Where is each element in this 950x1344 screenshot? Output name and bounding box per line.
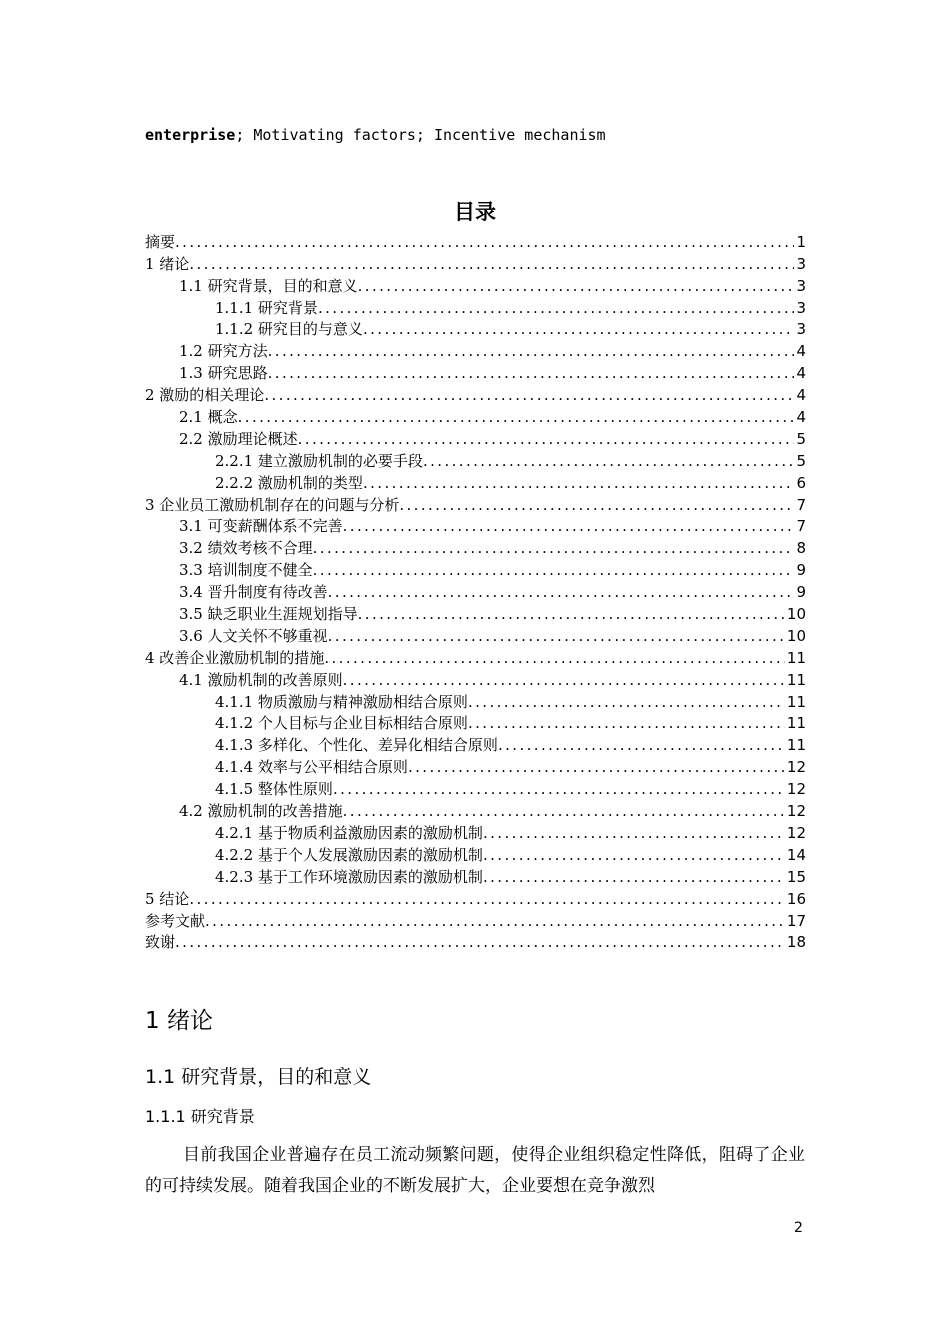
toc-entry-label: 1.1.2 研究目的与意义 bbox=[215, 320, 363, 339]
chapter-heading: 1 绪论 bbox=[145, 1008, 213, 1034]
toc-entry[interactable] bbox=[145, 843, 806, 865]
toc-entry-page: 1 bbox=[796, 232, 806, 251]
toc-leader-dots bbox=[205, 912, 785, 931]
table-of-contents bbox=[145, 230, 806, 952]
toc-entry[interactable] bbox=[145, 471, 806, 493]
toc-entry-page: 4 bbox=[796, 342, 806, 361]
toc-entry-label: 4 改善企业激励机制的措施 bbox=[145, 648, 325, 667]
subsection-heading: 1.1.1 研究背景 bbox=[145, 1107, 255, 1126]
toc-entry-label: 2.2.1 建立激励机制的必要手段 bbox=[215, 451, 423, 470]
toc-entry-label: 5 结论 bbox=[145, 889, 190, 908]
toc-entry[interactable] bbox=[145, 887, 806, 909]
toc-entry[interactable] bbox=[145, 602, 806, 624]
toc-entry-label: 4.1.5 整体性原则 bbox=[215, 780, 333, 799]
toc-entry-page: 4 bbox=[796, 386, 806, 405]
toc-entry-page: 14 bbox=[786, 845, 806, 864]
toc-entry-label: 4.2.2 基于个人发展激励因素的激励机制 bbox=[215, 845, 483, 864]
toc-entry-label: 参考文献 bbox=[145, 911, 206, 930]
toc-entry-page: 8 bbox=[796, 539, 806, 558]
toc-entry[interactable] bbox=[145, 799, 806, 821]
toc-entry-label: 1 绪论 bbox=[145, 254, 190, 273]
toc-entry-page: 17 bbox=[786, 911, 806, 930]
toc-entry[interactable] bbox=[145, 339, 806, 361]
toc-entry-page: 10 bbox=[786, 605, 806, 624]
toc-entry[interactable] bbox=[145, 405, 806, 427]
toc-entry-label: 3.2 绩效考核不合理 bbox=[179, 539, 313, 558]
toc-entry-label: 4.1.3 多样化、个性化、差异化相结合原则 bbox=[215, 736, 498, 755]
toc-leader-dots bbox=[268, 364, 795, 383]
toc-entry-label: 3.5 缺乏职业生涯规划指导 bbox=[179, 605, 358, 624]
toc-leader-dots bbox=[189, 890, 785, 909]
toc-leader-dots bbox=[408, 758, 785, 777]
toc-entry[interactable] bbox=[145, 427, 806, 449]
toc-entry-label: 2 激励的相关理论 bbox=[145, 386, 265, 405]
toc-leader-dots bbox=[483, 846, 785, 865]
toc-entry[interactable] bbox=[145, 755, 806, 777]
toc-entry-page: 11 bbox=[786, 648, 806, 667]
toc-leader-dots bbox=[238, 408, 795, 427]
toc-entry[interactable] bbox=[145, 777, 806, 799]
toc-leader-dots bbox=[468, 693, 785, 712]
toc-entry[interactable] bbox=[145, 296, 806, 318]
toc-leader-dots bbox=[175, 233, 794, 252]
toc-entry-page: 5 bbox=[796, 451, 806, 470]
toc-leader-dots bbox=[175, 933, 785, 952]
toc-leader-dots bbox=[189, 255, 794, 274]
toc-entry-page: 6 bbox=[796, 473, 806, 492]
toc-entry-page: 16 bbox=[786, 889, 806, 908]
toc-entry-page: 7 bbox=[796, 517, 806, 536]
toc-entry-page: 3 bbox=[796, 276, 806, 295]
toc-leader-dots bbox=[498, 736, 785, 755]
toc-entry[interactable] bbox=[145, 318, 806, 340]
toc-leader-dots bbox=[358, 605, 785, 624]
toc-entry-page: 11 bbox=[786, 714, 806, 733]
toc-entry-label: 3.6 人文关怀不够重视 bbox=[179, 626, 328, 645]
toc-entry-page: 9 bbox=[796, 561, 806, 580]
toc-entry-label: 3.3 培训制度不健全 bbox=[179, 561, 313, 580]
toc-entry[interactable] bbox=[145, 646, 806, 668]
toc-entry[interactable] bbox=[145, 931, 806, 953]
toc-leader-dots bbox=[483, 868, 785, 887]
toc-entry[interactable] bbox=[145, 668, 806, 690]
toc-entry-label: 4.1.4 效率与公平相结合原则 bbox=[215, 758, 408, 777]
toc-entry[interactable] bbox=[145, 230, 806, 252]
toc-entry-label: 1.2 研究方法 bbox=[179, 342, 268, 361]
toc-entry[interactable] bbox=[145, 690, 806, 712]
toc-entry-page: 11 bbox=[786, 670, 806, 689]
toc-entry-label: 2.2.2 激励机制的类型 bbox=[215, 473, 363, 492]
toc-entry[interactable] bbox=[145, 449, 806, 471]
toc-entry-label: 摘要 bbox=[145, 232, 176, 251]
toc-entry[interactable] bbox=[145, 733, 806, 755]
toc-entry-page: 10 bbox=[786, 626, 806, 645]
toc-entry-page: 12 bbox=[786, 823, 806, 842]
toc-entry-label: 1.1 研究背景，目的和意义 bbox=[179, 276, 358, 295]
toc-entry-label: 致谢 bbox=[145, 933, 176, 952]
toc-leader-dots bbox=[313, 539, 795, 558]
toc-entry-label: 4.1 激励机制的改善原则 bbox=[179, 670, 343, 689]
toc-entry[interactable] bbox=[145, 558, 806, 580]
toc-entry-label: 3 企业员工激励机制存在的问题与分析 bbox=[145, 495, 400, 514]
toc-leader-dots bbox=[328, 627, 785, 646]
toc-leader-dots bbox=[333, 780, 785, 799]
toc-leader-dots bbox=[324, 649, 785, 668]
toc-entry-page: 3 bbox=[796, 298, 806, 317]
section-heading: 1.1 研究背景，目的和意义 bbox=[145, 1066, 372, 1088]
toc-entry-page: 12 bbox=[786, 758, 806, 777]
toc-entry-page: 5 bbox=[796, 429, 806, 448]
toc-entry[interactable] bbox=[145, 865, 806, 887]
keywords-line bbox=[145, 126, 606, 144]
keywords-rest: ; Motivating factors; Incentive mechanism bbox=[235, 126, 606, 144]
toc-entry[interactable] bbox=[145, 821, 806, 843]
toc-entry-page: 7 bbox=[796, 495, 806, 514]
toc-entry-label: 4.2.3 基于工作环境激励因素的激励机制 bbox=[215, 867, 483, 886]
toc-leader-dots bbox=[343, 802, 785, 821]
toc-leader-dots bbox=[363, 320, 795, 339]
toc-leader-dots bbox=[358, 277, 795, 296]
toc-entry-label: 3.1 可变薪酬体系不完善 bbox=[179, 517, 343, 536]
toc-leader-dots bbox=[483, 824, 785, 843]
toc-entry[interactable] bbox=[145, 274, 806, 296]
keyword-enterprise: enterprise bbox=[145, 126, 236, 144]
body-paragraph: 目前我国企业普遍存在员工流动频繁问题，使得企业组织稳定性降低，阻碍了企业的可持续发展。随着我国企业的不断发展扩大，企业要想在竞争激烈 bbox=[145, 1145, 805, 1196]
toc-entry-page: 3 bbox=[796, 254, 806, 273]
toc-entry-label: 4.2.1 基于物质利益激励因素的激励机制 bbox=[215, 823, 483, 842]
toc-leader-dots bbox=[343, 671, 785, 690]
toc-entry[interactable] bbox=[145, 493, 806, 515]
toc-entry[interactable] bbox=[145, 580, 806, 602]
toc-leader-dots bbox=[399, 496, 794, 515]
toc-entry[interactable] bbox=[145, 624, 806, 646]
toc-entry-label: 1.1.1 研究背景 bbox=[215, 298, 318, 317]
toc-leader-dots bbox=[318, 299, 795, 318]
toc-entry-page: 4 bbox=[796, 408, 806, 427]
toc-leader-dots bbox=[298, 430, 795, 449]
toc-entry[interactable] bbox=[145, 383, 806, 405]
toc-entry[interactable] bbox=[145, 712, 806, 734]
toc-entry-page: 12 bbox=[786, 802, 806, 821]
toc-leader-dots bbox=[268, 342, 795, 361]
toc-entry-label: 2.2 激励理论概述 bbox=[179, 429, 298, 448]
toc-entry-page: 4 bbox=[796, 364, 806, 383]
toc-entry-label: 3.4 晋升制度有待改善 bbox=[179, 583, 328, 602]
toc-entry-page: 9 bbox=[796, 583, 806, 602]
toc-leader-dots bbox=[363, 474, 795, 493]
toc-entry[interactable] bbox=[145, 536, 806, 558]
toc-entry-page: 18 bbox=[786, 933, 806, 952]
toc-entry[interactable] bbox=[145, 909, 806, 931]
toc-leader-dots bbox=[313, 561, 795, 580]
toc-entry[interactable] bbox=[145, 252, 806, 274]
toc-entry-label: 2.1 概念 bbox=[179, 408, 238, 427]
toc-entry-label: 1.3 研究思路 bbox=[179, 364, 268, 383]
toc-entry-page: 3 bbox=[796, 320, 806, 339]
toc-entry-label: 4.2 激励机制的改善措施 bbox=[179, 802, 343, 821]
toc-entry-page: 15 bbox=[786, 867, 806, 886]
toc-entry-page: 12 bbox=[786, 780, 806, 799]
toc-title: 目录 bbox=[454, 200, 496, 224]
toc-entry-label: 4.1.1 物质激励与精神激励相结合原则 bbox=[215, 692, 468, 711]
toc-leader-dots bbox=[468, 714, 785, 733]
toc-entry[interactable] bbox=[145, 361, 806, 383]
toc-entry-page: 11 bbox=[786, 692, 806, 711]
page-number: 2 bbox=[794, 1220, 803, 1236]
toc-leader-dots bbox=[328, 583, 795, 602]
toc-leader-dots bbox=[423, 452, 795, 471]
toc-entry-page: 11 bbox=[786, 736, 806, 755]
toc-leader-dots bbox=[264, 386, 794, 405]
toc-leader-dots bbox=[343, 517, 795, 536]
toc-entry-label: 4.1.2 个人目标与企业目标相结合原则 bbox=[215, 714, 468, 733]
toc-entry[interactable] bbox=[145, 515, 806, 537]
